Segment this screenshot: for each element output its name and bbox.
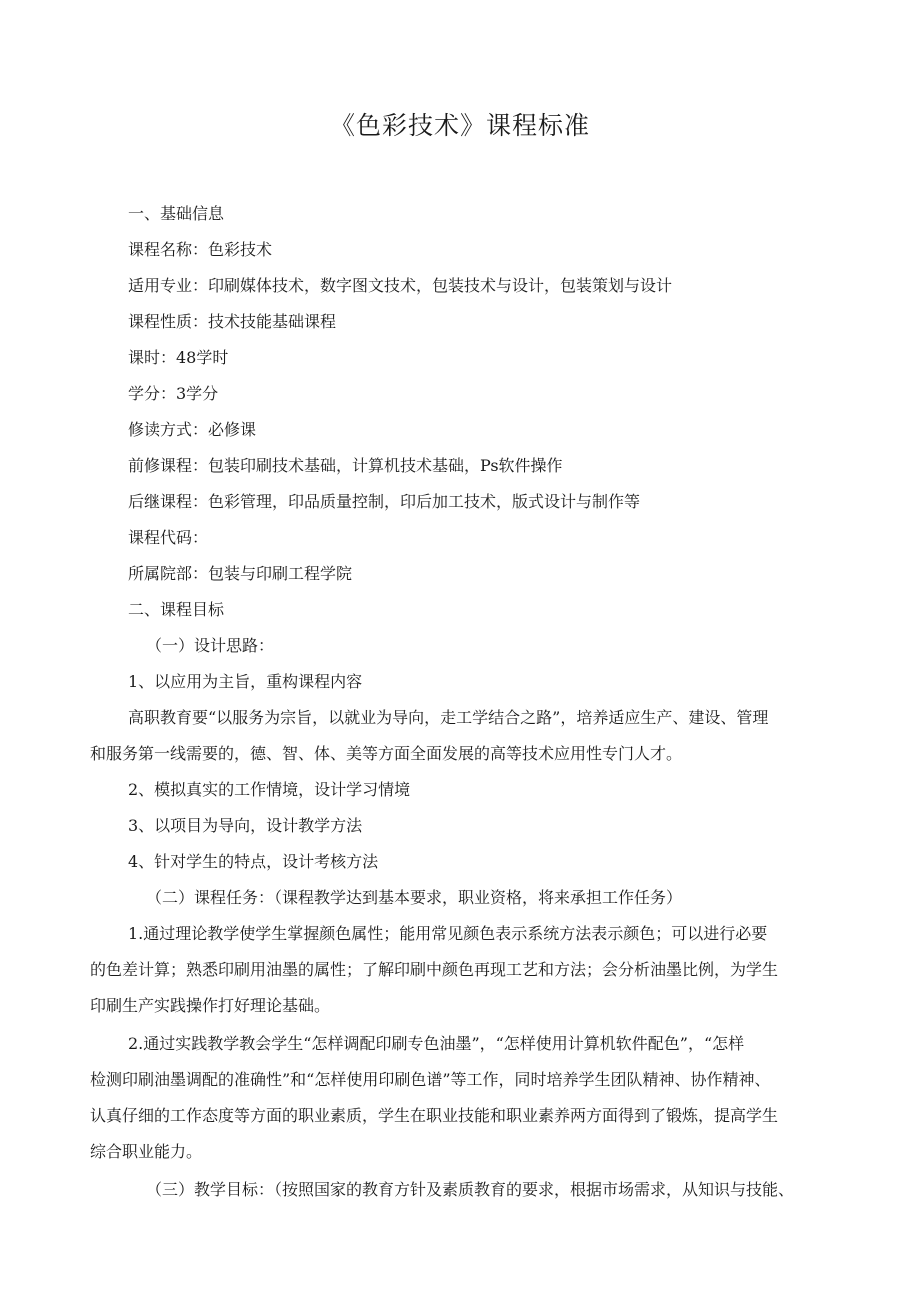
paragraph-line: 检测印刷油墨调配的准确性”和“怎样使用印刷色谱”等工作，同时培养学生团队精神、协作精神、: [90, 1070, 771, 1089]
paragraph-line: 1.通过理论教学使学生掌握颜色属性；能用常见颜色表示系统方法表示颜色；可以进行必要: [128, 924, 768, 943]
design-point-4: 4、针对学生的特点，设计考核方法: [128, 852, 379, 871]
class-hours-line: 课时：48学时: [128, 348, 229, 367]
paragraph-line: 综合职业能力。: [90, 1142, 203, 1161]
subsection-design-ideas: （一）设计思路：: [146, 636, 275, 655]
paragraph-vocational-education: [90, 700, 840, 772]
paragraph-line: 2.通过实践教学教会学生“怎样调配印刷专色油墨”，“怎样使用计算机软件配色”，“怎样: [128, 1034, 745, 1053]
document-title: 《色彩技术》课程标准: [329, 111, 590, 140]
study-mode-line: 修读方式：必修课: [128, 420, 257, 439]
subsection-teaching-objectives: （三）教学目标：（按照国家的教育方针及素质教育的要求，根据市场需求，从知识与技能、: [146, 1180, 795, 1199]
section-heading-course-objectives: 二、课程目标: [128, 600, 225, 619]
subsection-course-tasks: （二）课程任务：（课程教学达到基本要求，职业资格，将来承担工作任务）: [146, 888, 683, 907]
paragraph-line: 认真仔细的工作态度等方面的职业素质，学生在职业技能和职业素养两方面得到了锻炼，提高学生: [90, 1106, 779, 1125]
course-name-line: 课程名称：色彩技术: [128, 240, 273, 259]
department-line: 所属院部：包装与印刷工程学院: [128, 564, 353, 583]
task-item-2: [90, 1026, 840, 1170]
paragraph-line: 和服务第一线需要的，德、智、体、美等方面全面发展的高等技术应用性专门人才。: [90, 744, 683, 763]
course-nature-line: 课程性质：技术技能基础课程: [128, 312, 337, 331]
design-point-3: 3、以项目为导向，设计教学方法: [128, 816, 363, 835]
paragraph-line: 印刷生产实践操作打好理论基础。: [90, 996, 331, 1015]
task-item-1: [90, 916, 840, 1024]
applicable-majors-line: 适用专业：印刷媒体技术，数字图文技术，包装技术与设计，包装策划与设计: [128, 276, 673, 295]
credits-line: 学分：3学分: [128, 384, 219, 403]
design-point-2: 2、模拟真实的工作情境，设计学习情境: [128, 780, 411, 799]
design-point-1: 1、以应用为主旨，重构课程内容: [128, 672, 363, 691]
follow-up-courses-line: 后继课程：色彩管理，印品质量控制，印后加工技术，版式设计与制作等: [128, 492, 641, 511]
section-heading-basic-info: 一、基础信息: [128, 204, 225, 223]
prerequisite-courses-line: 前修课程：包装印刷技术基础，计算机技术基础，Ps软件操作: [128, 456, 563, 475]
paragraph-line: 高职教育要“以服务为宗旨，以就业为导向，走工学结合之路”，培养适应生产、建设、管理: [128, 708, 769, 727]
course-code-line: 课程代码：: [128, 528, 209, 547]
document-body: [90, 196, 840, 1208]
paragraph-line: 的色差计算；熟悉印刷用油墨的属性；了解印刷中颜色再现工艺和方法；会分析油墨比例，为学生: [90, 960, 779, 979]
